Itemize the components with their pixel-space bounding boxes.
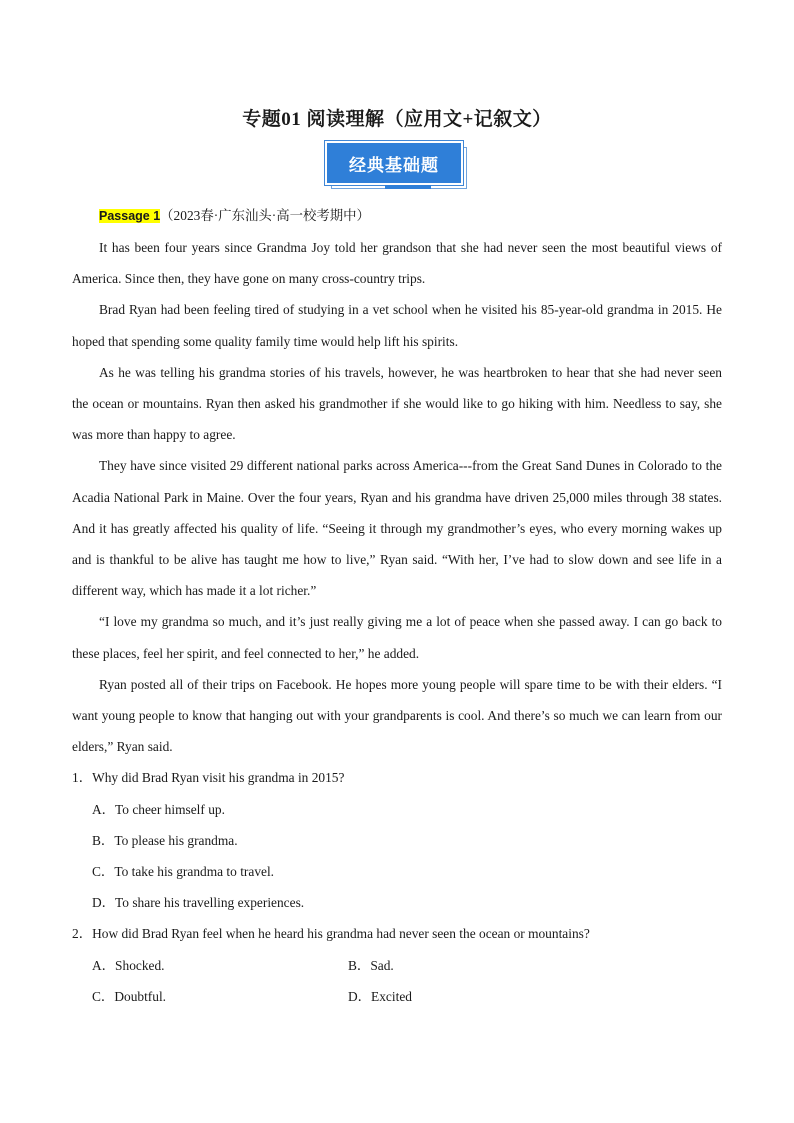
question-2-options-row-2 xyxy=(72,981,722,1012)
paragraph-6: Ryan posted all of their trips on Facebook. He hopes more young people will spare time to be with their elders. “I want young people to know that hanging out with your grandparents is cool. And there’s so much we can learn from our elders,” Ryan said. xyxy=(72,676,722,755)
question-1-option-d: D．To share his travelling experiences. xyxy=(92,895,305,911)
paragraph-3: As he was telling his grandma stories of his travels, however, he was heartbroken to hear that she had never seen the ocean or mountains. Ryan then asked his grandmother if she would like to go hiking with him. Needless to say, she was more than happy to agree. xyxy=(72,364,722,443)
question-2-option-b: B．Sad. xyxy=(348,957,394,973)
passage-content xyxy=(72,200,722,1012)
badge-label: 经典基础题 xyxy=(349,155,439,176)
question-1-option-b: B．To please his grandma. xyxy=(92,832,238,848)
question-2-stem: 2．How did Brad Ryan feel when he heard his grandma had never seen the ocean or mountains? xyxy=(72,926,590,942)
page-title: 专题01 阅读理解（应用文+记叙文） xyxy=(242,109,552,130)
paragraph-1: It has been four years since Grandma Joy told her grandson that she had never seen the most beautiful views of America. Since then, they have gone on many cross-country trips. xyxy=(72,240,722,287)
passage-heading xyxy=(72,200,722,232)
paragraph-4: They have since visited 29 different national parks across America---from the Great Sand Dunes in Colorado to the Acadia National Park in Maine. Over the four years, Ryan and his grandma have driven 25,000 miles through 38 states. And it has greatly affected his quality of life. “Seeing it through my grandmother’s eyes, who every morning wakes up and is thankful to be alive has taught me how to live,” Ryan said. “With her, I’ve had to slow down and see life in a different way, which has made it a lot richer.” xyxy=(72,458,722,599)
question-1-stem: 1．Why did Brad Ryan visit his grandma in 2015? xyxy=(72,770,345,786)
question-2-options-row-1 xyxy=(72,950,722,981)
badge-underline xyxy=(385,185,431,189)
question-2-option-c: C．Doubtful. xyxy=(92,988,167,1004)
passage-label: Passage 1 xyxy=(99,209,161,223)
paragraph-5: “I love my grandma so much, and it’s just really giving me a lot of peace when she passed away. I can go back to these places, feel her spirit, and feel connected to her,” he added. xyxy=(72,614,722,661)
section-badge xyxy=(325,141,469,191)
question-1-option-c: C．To take his grandma to travel. xyxy=(92,864,275,880)
badge-box xyxy=(325,141,463,185)
passage-source: （2023春·广东汕头·高一校考期中） xyxy=(160,208,370,223)
paragraph-2: Brad Ryan had been feeling tired of studying in a vet school when he visited his 85-year-old grandma in 2015. He hoped that spending some quality family time would help lift his spirits. xyxy=(72,302,722,349)
question-2-option-a: A．Shocked. xyxy=(92,957,165,973)
question-1-option-a: A．To cheer himself up. xyxy=(92,801,225,817)
question-2-option-d: D．Excited xyxy=(348,988,412,1004)
